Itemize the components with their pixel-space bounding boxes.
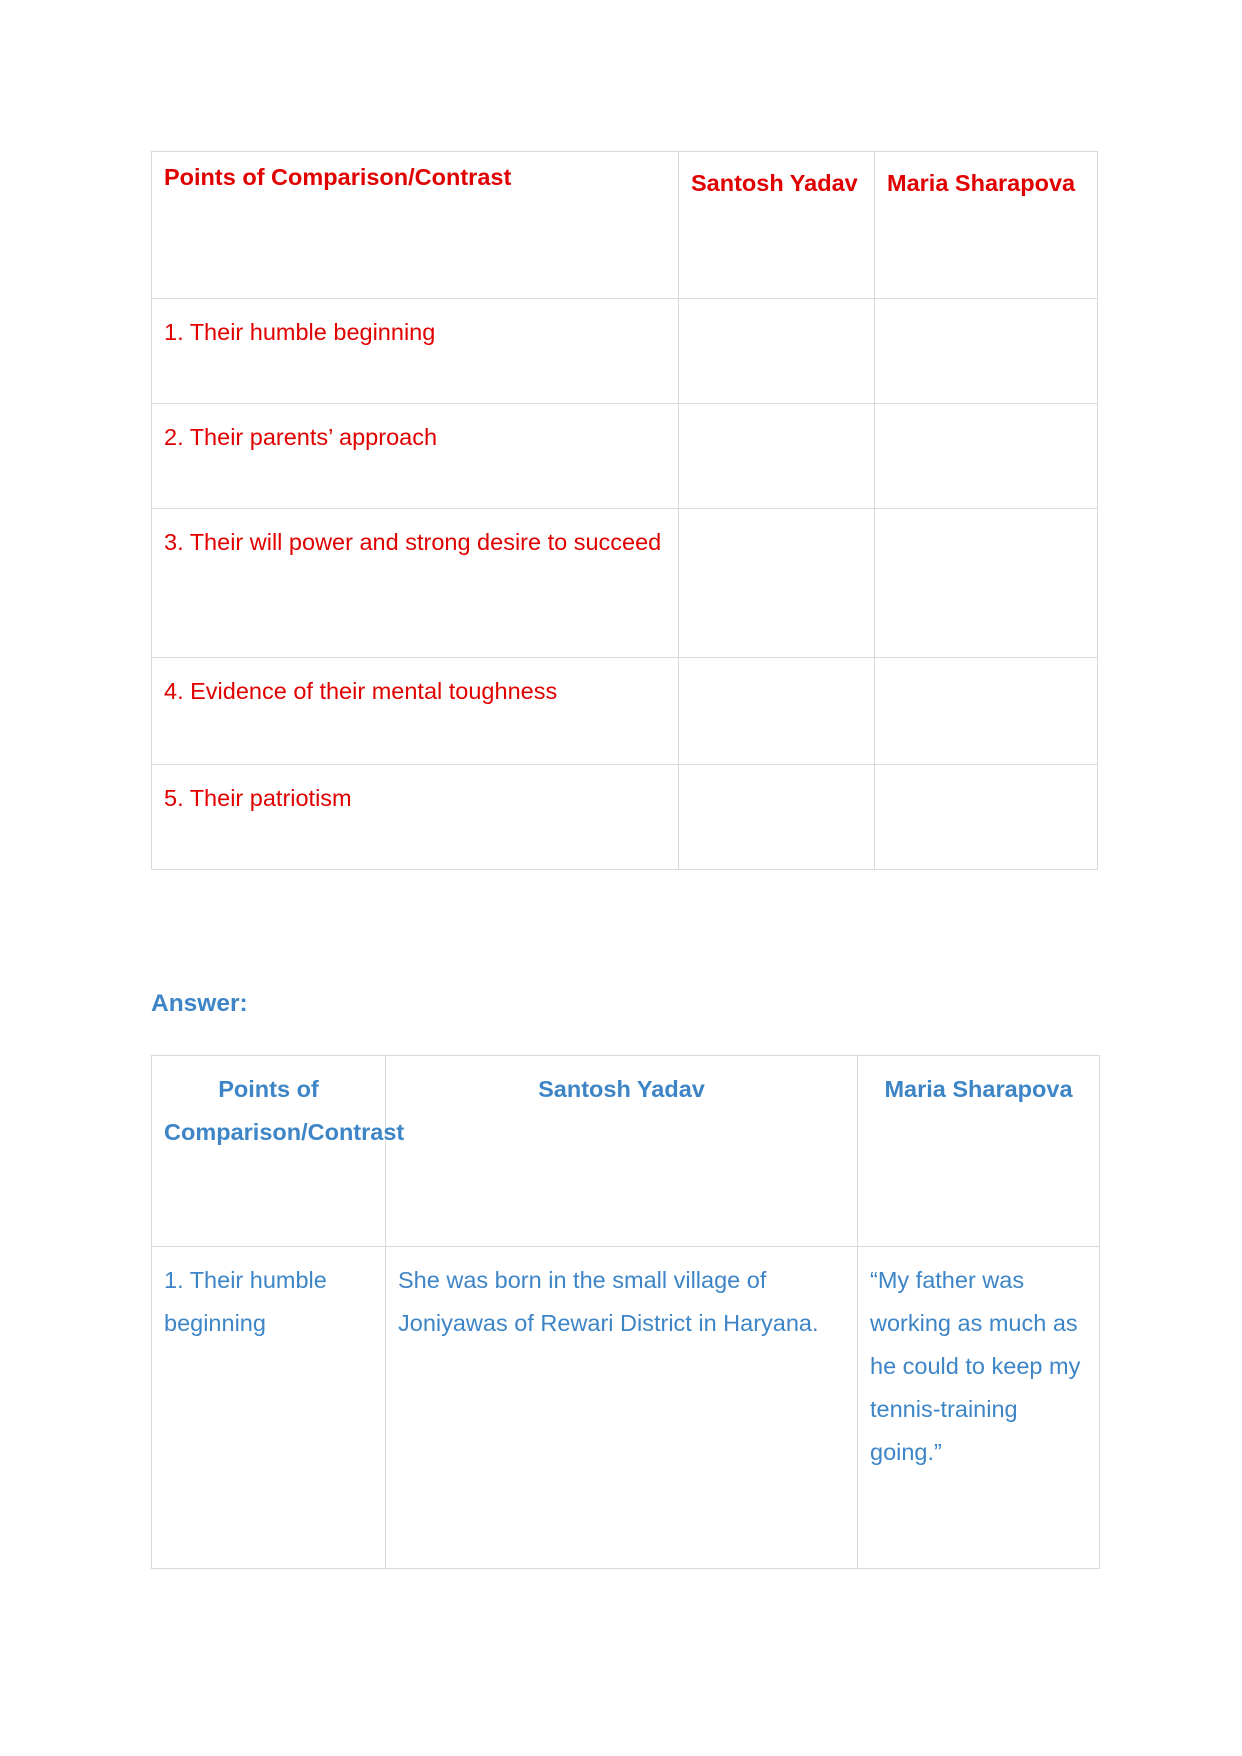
question-point-cell: 4. Evidence of their mental toughness — [152, 658, 679, 765]
answer-header-points: Points of Comparison/Contrast — [152, 1056, 386, 1247]
answer-table-header-row — [152, 1056, 1100, 1247]
question-header-santosh: Santosh Yadav — [679, 152, 875, 299]
table-row — [152, 404, 1098, 509]
question-santosh-cell — [679, 299, 875, 404]
question-point-cell: 1. Their humble beginning — [152, 299, 679, 404]
question-table-header-row — [152, 152, 1098, 299]
question-point-cell: 2. Their parents’ approach — [152, 404, 679, 509]
answer-point-cell: 1. Their humble beginning — [152, 1247, 386, 1569]
question-header-maria: Maria Sharapova — [875, 152, 1098, 299]
comparison-answer-table — [151, 1055, 1100, 1569]
question-santosh-cell — [679, 765, 875, 870]
question-header-points: Points of Comparison/Contrast — [152, 152, 679, 299]
question-santosh-cell — [679, 404, 875, 509]
question-santosh-cell — [679, 658, 875, 765]
table-row — [152, 658, 1098, 765]
question-santosh-cell — [679, 509, 875, 658]
question-maria-cell — [875, 404, 1098, 509]
question-point-cell: 5. Their patriotism — [152, 765, 679, 870]
table-row — [152, 299, 1098, 404]
question-maria-cell — [875, 765, 1098, 870]
answer-header-maria: Maria Sharapova — [858, 1056, 1100, 1247]
question-maria-cell — [875, 658, 1098, 765]
question-maria-cell — [875, 299, 1098, 404]
answer-header-santosh: Santosh Yadav — [386, 1056, 858, 1247]
table-row — [152, 1247, 1100, 1569]
answer-heading: Answer: — [151, 990, 248, 1017]
table-row — [152, 509, 1098, 658]
question-maria-cell — [875, 509, 1098, 658]
comparison-question-table — [151, 151, 1098, 870]
question-point-cell: 3. Their will power and strong desire to succeed — [152, 509, 679, 658]
table-row — [152, 765, 1098, 870]
answer-maria-cell: “My father was working as much as he could to keep my tennis-training going.” — [858, 1247, 1100, 1569]
answer-santosh-cell: She was born in the small village of Joniyawas of Rewari District in Haryana. — [386, 1247, 858, 1569]
